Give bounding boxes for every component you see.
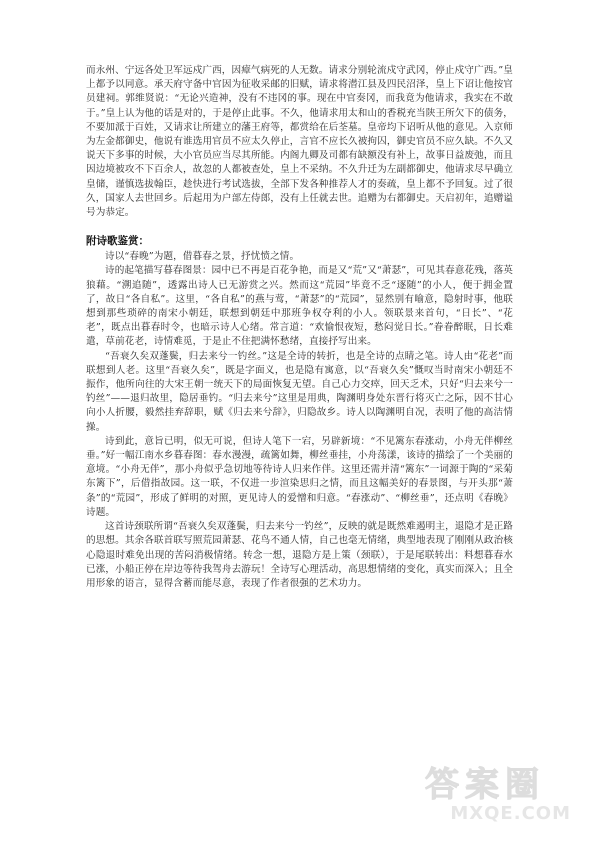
appreciation-paragraph-3: “吾衰久矣双蓬鬓，归去来兮一钓丝。”这是全诗的转折，也是全诗的点睛之笔。诗人由“花老”而联想到人老。这里“吾衰久矣”，既是字面义，也是隐有寓意，以“吾衰久矣”慨叹当时南宋小朝廷不振作，他所向往的大宋王朝一统天下的局面恢复无望。自己心力交瘁，回天乏术，只好“归去来兮一钓丝”——退归故里，隐居垂钓。“归去来兮”这里是用典，陶渊明身处东晋行将灭亡之际，因不甘心向小人折腰，毅然挂弃辞职，赋《归去来兮辞》，归隐故乡。诗人以陶渊明自况，表明了他的高洁情操。 bbox=[86, 350, 513, 433]
appreciation-paragraph-1: 诗以“春晚”为题，借暮春之景，抒忧愤之情。 bbox=[105, 251, 300, 263]
appreciation-heading: 附诗歌鉴赏： bbox=[86, 235, 149, 248]
appreciation-paragraph-5: 这首诗颈联所谓“吾衰久矣双蓬鬓，归去来兮一钓丝”，反映的就是既然难遏明主，退隐才是正路的思想。其余各联首联写照荒园萧瑟、花鸟不通人情，自己也毫无情绪，典型地表现了刚刚从政治核心隐退时难免出现的苦闷消极情绪。转念一想，退隐方是上策（颈联），于是尾联转出：料想暮春水已涨，小船正停在岸边等待我驾舟去游玩！全诗写心理活动，高思想情绪的变化，真实而深入；且全用形象的语言，显得含蓄而能尽意，表现了作者很强的艺术功力。 bbox=[86, 521, 513, 589]
watermark-logo-text: 答案圈 bbox=[425, 765, 545, 805]
appreciation-paragraph-2: 诗的起笔描写暮春图景：园中已不再是百花争艳，而是又“荒”又“萧瑟”，可见其春意花残，落英狼藉。“溯追随”，透露出诗人已无游赏之兴。然而这“荒园”毕竟不乏“逐随”的小人，便于拥金置了，故日“各自私”。这里，“各自私”的燕与莺，“萧瑟”的“荒园”，显然别有喻意，隐射时事，他联想到那些琐碎的南宋小朝廷，联想到朝廷中那班争权夺利的小人。领联景来首句，“日长”、“花老”，既点出暮春时令，也暗示诗人心绪。常言道：“欢愉恨夜短，愁闷觉日长。”眷眷醉眠，日长难遣，草前花老，诗情难觅，于是止不住把满怀愁绪，直接抒写出来。 bbox=[86, 265, 513, 348]
biography-paragraph: 而永州、宁远各处卫军远戍广西，因瘴气病死的人无数。请求分别轮流戍守武冈，停止戍守广西。”皇上都予以同意。承天府守备中官因为征收采邮的旧赋，请求将潜江县及四民沼泽，皇上下诏让他按官员建祠。郭维贤说：“无论兴造神，没有不违冈的事。现在中官奏冈，而我竟为他请求，我实在不敢于。”皇上认为他的话是对的，于是停止此事。不久，他请求用太和山的香税充当陕王所欠下的债务，不要加派于百姓，又请求让所建立的藩王府等，都赏给在后荃墓。皇帝均下诏听从他的意见。入京师为左金都御史，他说有谁选用官员不应太久停止，言官不应长久被拘囚，御史官员不应久缺。不久又说天下多事的时候，大小官员应当尽其所能。内阁九卿及司都有缺额没有补上，故事日益废弛，而且因边境被攻不下百余人，故忽的人都被查处，皇上不采纳。不久升迁为左副都御史，他请求尽早确立皇储，谨慎选拔翰臣，趁快进行考试选拔，全部下发各种推荐人才的奏疏，皇上都不予回复。过了很久，国家人去世回乡。后起用为户部左侍郎，没有上任就去世。追赠为右都御史。天启初年，追赠谥号为恭定。 bbox=[86, 65, 513, 219]
appreciation-paragraph-4: 诗到此，意旨已明，似无可说，但诗人笔下一宕，另辟新境：“不见篱东春涨动，小舟无伴柳丝垂。”好一幅江南水乡暮春图：春水漫漫，疏篱如舞，柳丝垂挂，小舟荡漾，该诗的描绘了一个美丽的意境。“小舟无伴”，那小舟似乎急切地等待诗人归来作伴。这里还需并清“篱东”一词源于陶的“采菊东篱下”，后借指故园。这一联，不仅进一步渲染思归之情，而且这幅美好的春景图，与开头那“萧条”的“荒园”，形成了鲜明的对照，更见诗人的爱憎和归意。“春涨动”、“柳丝垂”，还点明《春晚》诗题。 bbox=[86, 435, 513, 518]
section-gap bbox=[86, 220, 513, 234]
watermark-url: MXQE.COM bbox=[450, 803, 571, 824]
